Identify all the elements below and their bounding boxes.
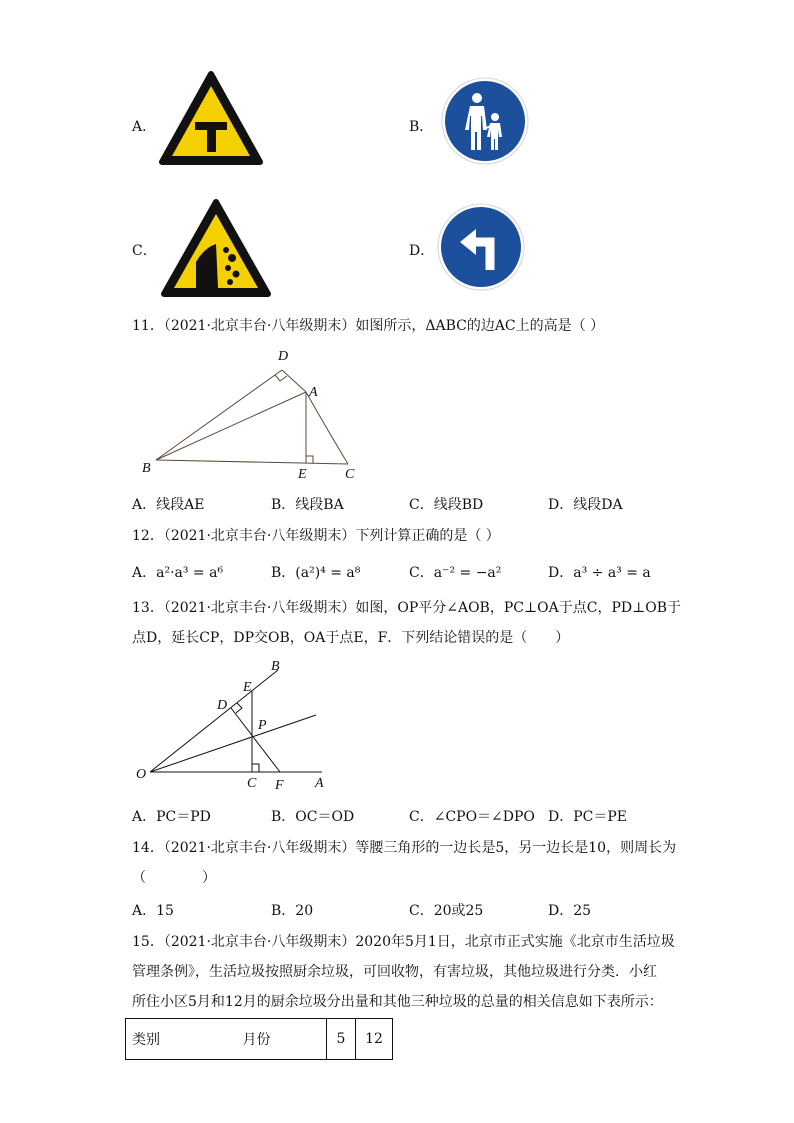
point-label-P: P bbox=[258, 718, 267, 733]
table-header-month-12: 12 bbox=[356, 1019, 393, 1060]
q11-option-b: B．线段BA bbox=[271, 497, 344, 513]
point-label-C: C bbox=[247, 776, 257, 791]
point-label-D: D bbox=[278, 349, 289, 364]
question-11-text: 11．（2021·北京丰台·八年级期末）如图所示，ΔABC的边AC上的高是（ ） bbox=[132, 318, 605, 334]
point-label-A: A bbox=[315, 776, 324, 791]
q14-option-d: D．25 bbox=[548, 903, 592, 919]
option-a-letter: A． bbox=[132, 119, 157, 135]
question-13-figure bbox=[130, 656, 340, 800]
q11-option-c: C．线段BD bbox=[409, 497, 484, 513]
pedestrian-zone-sign bbox=[440, 76, 530, 170]
q13-option-a: A．PC＝PD bbox=[132, 809, 211, 825]
q12-option-d: D．a³ ÷ a³ = a bbox=[548, 565, 651, 581]
table-header-month: 月份 bbox=[242, 1032, 271, 1048]
t-junction-warning-sign bbox=[156, 66, 266, 174]
question-14-line1: 14．（2021·北京丰台·八年级期末）等腰三角形的一边长是5，另一边长是10，则周长为 bbox=[132, 840, 677, 856]
q13-option-d: D．PC＝PE bbox=[548, 809, 627, 825]
q13-option-b: B．OC＝OD bbox=[271, 809, 355, 825]
question-14-line2: （ ） bbox=[132, 870, 216, 886]
option-b-letter: B． bbox=[409, 119, 434, 135]
q14-option-a: A．15 bbox=[132, 903, 174, 919]
point-label-A: A bbox=[309, 385, 318, 400]
question-11-figure bbox=[138, 344, 368, 488]
question-13-line1: 13．（2021·北京丰台·八年级期末）如图，OP平分∠AOB，PC⊥OA于点C，PD⊥OB于 bbox=[132, 600, 682, 616]
point-label-B: B bbox=[142, 461, 151, 476]
q12-option-c: C．a⁻² = −a² bbox=[409, 565, 502, 581]
q13-option-c: C．∠CPO＝∠DPO bbox=[409, 809, 535, 825]
point-label-F: F bbox=[275, 778, 284, 793]
table-header-category: 类别 bbox=[132, 1032, 160, 1048]
q14-option-c: C．20或25 bbox=[409, 903, 484, 919]
q12-option-a: A．a²·a³ = a⁶ bbox=[132, 565, 224, 581]
turn-left-sign bbox=[436, 202, 526, 296]
table-header-month-5: 5 bbox=[327, 1019, 356, 1060]
question-15-line1: 15．（2021·北京丰台·八年级期末）2020年5月1日，北京市正式实施《北京市生活垃圾 bbox=[132, 934, 675, 950]
option-c-letter: C． bbox=[132, 243, 157, 259]
point-label-C: C bbox=[345, 467, 355, 482]
point-label-E: E bbox=[298, 467, 307, 482]
question-12-text: 12．（2021·北京丰台·八年级期末）下列计算正确的是（ ） bbox=[132, 528, 500, 544]
table-header-category-month bbox=[126, 1019, 327, 1060]
point-label-E: E bbox=[243, 680, 252, 695]
option-d-letter: D． bbox=[409, 243, 435, 259]
point-label-D: D bbox=[217, 698, 228, 713]
q14-option-b: B．20 bbox=[271, 903, 314, 919]
point-label-B: B bbox=[271, 659, 280, 674]
falling-rocks-warning-sign bbox=[156, 192, 276, 308]
q11-option-d: D．线段DA bbox=[548, 497, 623, 513]
waste-data-table bbox=[125, 1018, 393, 1060]
q12-option-b: B．(a²)⁴ = a⁸ bbox=[271, 565, 361, 581]
question-13-line2: 点D，延长CP，DP交OB，OA于点E，F．下列结论错误的是（ ） bbox=[132, 630, 570, 646]
question-15-line2: 管理条例》，生活垃圾按照厨余垃圾，可回收物，有害垃圾，其他垃圾进行分类．小红 bbox=[132, 964, 657, 980]
q11-option-a: A．线段AE bbox=[132, 497, 205, 513]
question-15-line3: 所住小区5月和12月的厨余垃圾分出量和其他三种垃圾的总量的相关信息如下表所示： bbox=[132, 994, 663, 1010]
table-header-row bbox=[126, 1019, 393, 1060]
point-label-O: O bbox=[136, 767, 147, 782]
